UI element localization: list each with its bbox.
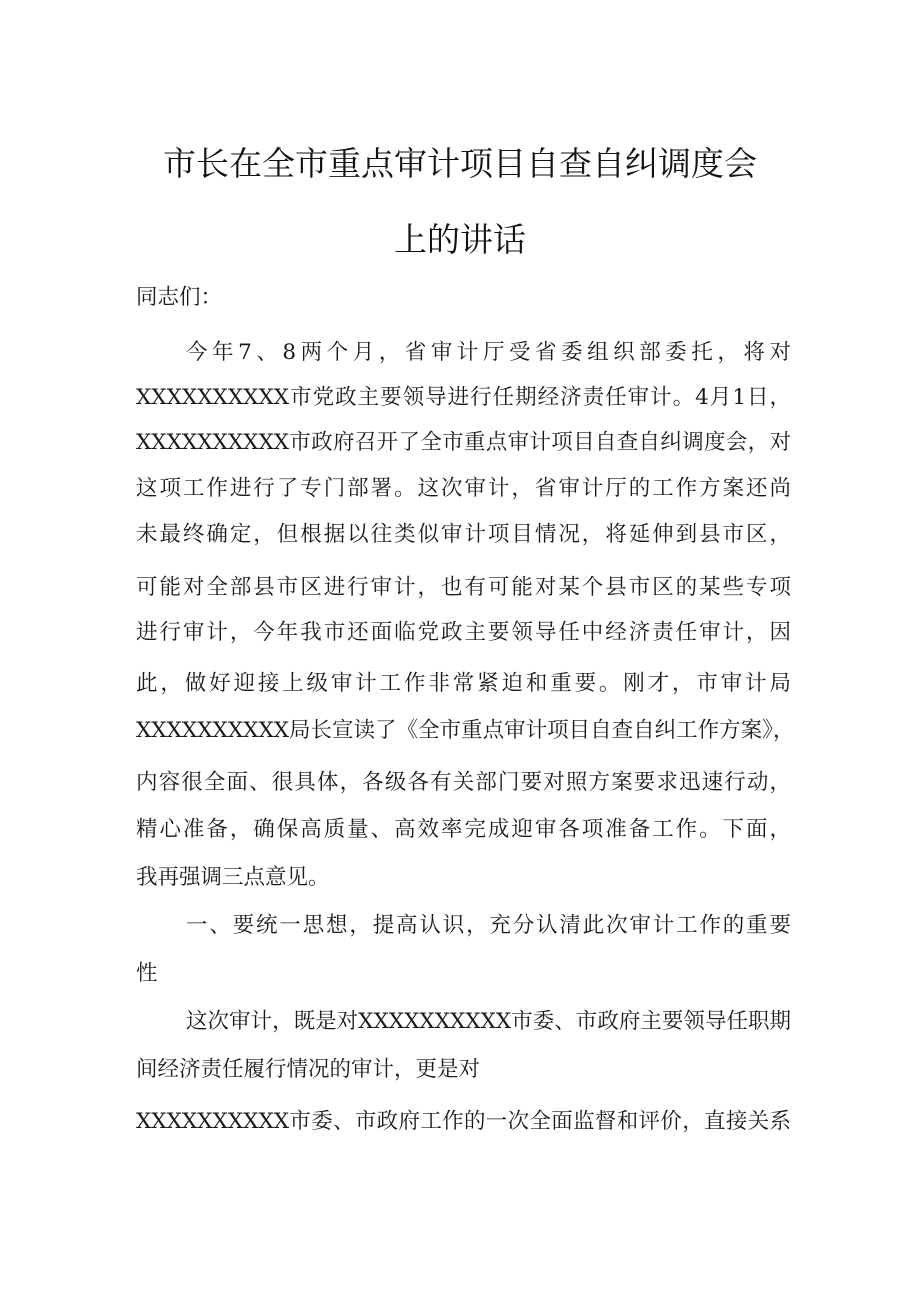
paragraph-line: 内容很全面、很具体，各级各有关部门要对照方案要求迅速行动，	[136, 770, 791, 795]
section-heading-line: 一、要统一思想，提高认识，充分认清此次审计工作的重要	[186, 913, 791, 938]
paragraph-line: 今年7、8两个月，省审计厅受省委组织部委托，将对	[186, 340, 791, 365]
salutation: 同志们：	[136, 285, 223, 310]
document-title-line-1: 市长在全市重点审计项目自查自纠调度会	[163, 144, 757, 183]
paragraph-line: XXXXXXXXXX市党政主要领导进行任期经济责任审计。4月1日，	[136, 385, 791, 410]
document-title-line-2: 上的讲话	[394, 220, 526, 259]
paragraph-line: 进行审计，今年我市还面临党政主要领导任中经济责任审计，因	[136, 620, 791, 645]
paragraph-line: 这项工作进行了专门部署。这次审计，省审计厅的工作方案还尚	[136, 476, 791, 501]
paragraph-line: 可能对全部县市区进行审计，也有可能对某个县市区的某些专项	[136, 575, 791, 600]
paragraph-line: XXXXXXXXXX市政府召开了全市重点审计项目自查自纠调度会，对	[136, 430, 791, 455]
paragraph-line: 我再强调三点意见。	[136, 865, 330, 890]
paragraph-line: 此，做好迎接上级审计工作非常紧迫和重要。刚才，市审计局	[136, 671, 791, 696]
paragraph-line: 未最终确定，但根据以往类似审计项目情况，将延伸到县市区，	[136, 522, 791, 547]
paragraph-line: 这次审计，既是对XXXXXXXXXX市委、市政府主要领导任职期	[186, 1009, 791, 1034]
paragraph-line: XXXXXXXXXX局长宣读了《全市重点审计项目自查自纠工作方案》，	[136, 718, 795, 743]
section-heading-line: 性	[136, 961, 158, 986]
paragraph-line: 间经济责任履行情况的审计，更是对	[136, 1057, 481, 1082]
paragraph-line: 精心准备，确保高质量、高效率完成迎审各项准备工作。下面，	[136, 817, 791, 842]
paragraph-line: XXXXXXXXXX市委、市政府工作的一次全面监督和评价，直接关系	[136, 1109, 791, 1134]
